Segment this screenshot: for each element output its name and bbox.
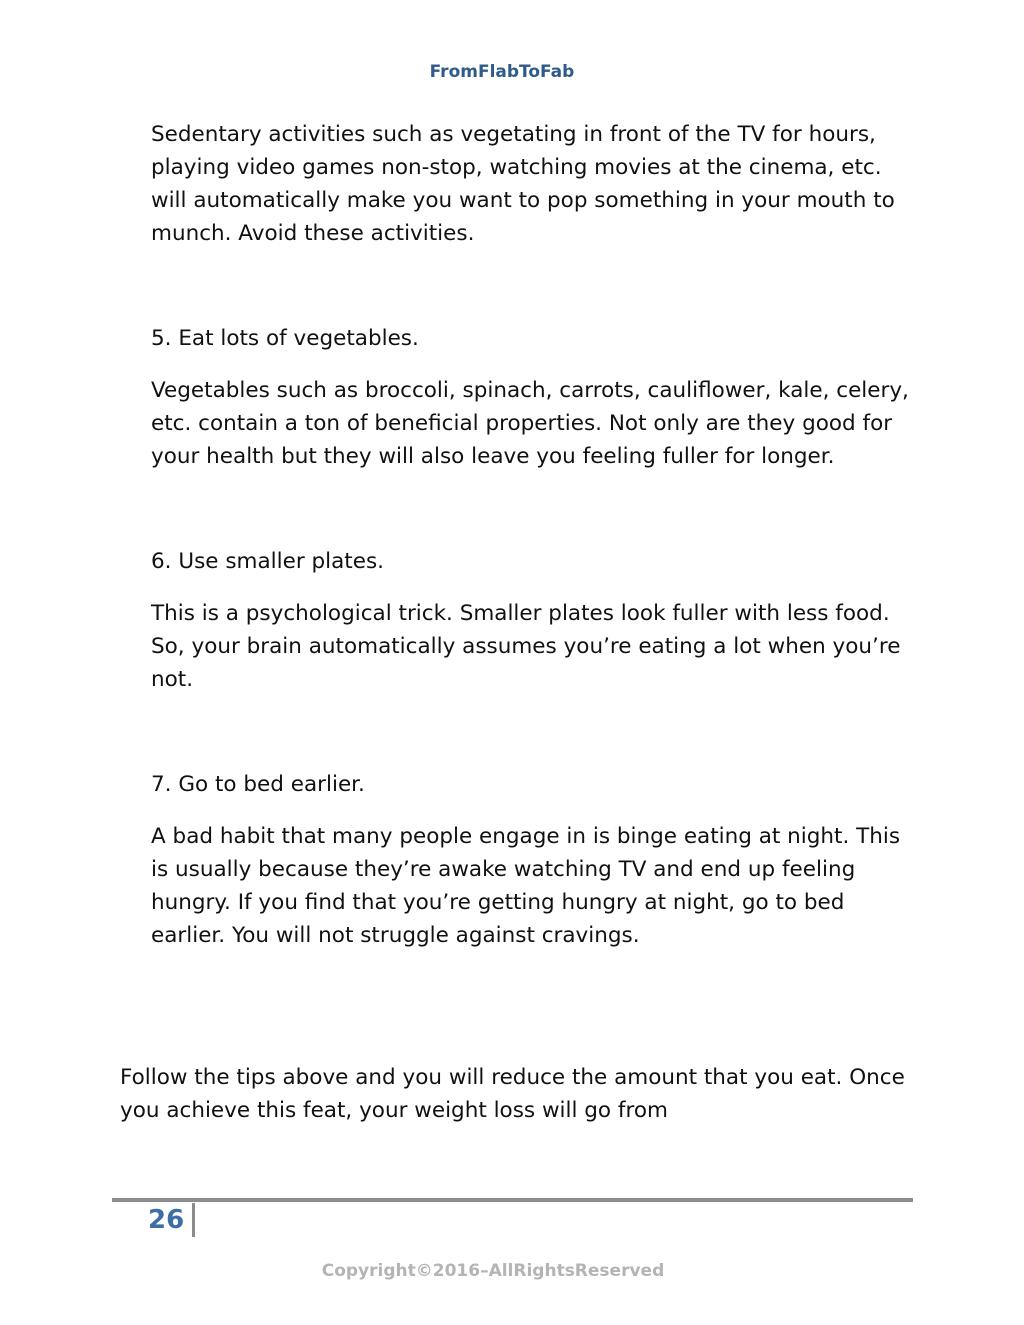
footer-divider <box>112 1198 913 1202</box>
section-spacer <box>151 250 921 322</box>
intro-paragraph: Sedentary activities such as vegetating in front of the TV for hours, playing video games non-stop, watching movies at the cinema, etc. will automatically make you want to pop something in your mouth to munch. Avoid these activities. <box>151 122 895 246</box>
tip-5-body: Vegetables such as broccoli, spinach, carrots, cauliflower, kale, celery, etc. contain a ton of beneficial properties. Not only are they good for your health but they will also leave you feeling fuller for longer. <box>151 378 909 469</box>
page-number-divider <box>192 1203 195 1237</box>
tip-7-body: A bad habit that many people engage in is binge eating at night. This is usually because they’re awake watching TV and end up feeling hungry. If you find that you’re getting hungry at night, go to bed earlier. You will not struggle against cravings. <box>151 824 901 948</box>
tip-5-heading: 5. Eat lots of vegetables. <box>151 326 419 351</box>
heading-spacer <box>151 578 921 597</box>
closing-paragraph: Follow the tips above and you will reduce the amount that you eat. Once you achieve this feat, your weight loss will go from <box>120 1065 905 1123</box>
heading-spacer <box>151 801 921 820</box>
tip-6-body: This is a psychological trick. Smaller plates look fuller with less food. So, your brain automatically assumes you’re eating a lot when you’re not. <box>151 601 901 692</box>
page-number: 26 <box>148 1205 185 1235</box>
heading-spacer <box>151 355 921 374</box>
copyright-notice: Copyright©2016–AllRightsReserved <box>321 1261 665 1281</box>
main-content <box>151 118 921 952</box>
tip-6-heading: 6. Use smaller plates. <box>151 549 385 574</box>
page-header-title: FromFlabToFab <box>429 62 575 82</box>
section-spacer <box>151 473 921 545</box>
tip-7-heading: 7. Go to bed earlier. <box>151 772 365 797</box>
section-spacer <box>151 696 921 768</box>
